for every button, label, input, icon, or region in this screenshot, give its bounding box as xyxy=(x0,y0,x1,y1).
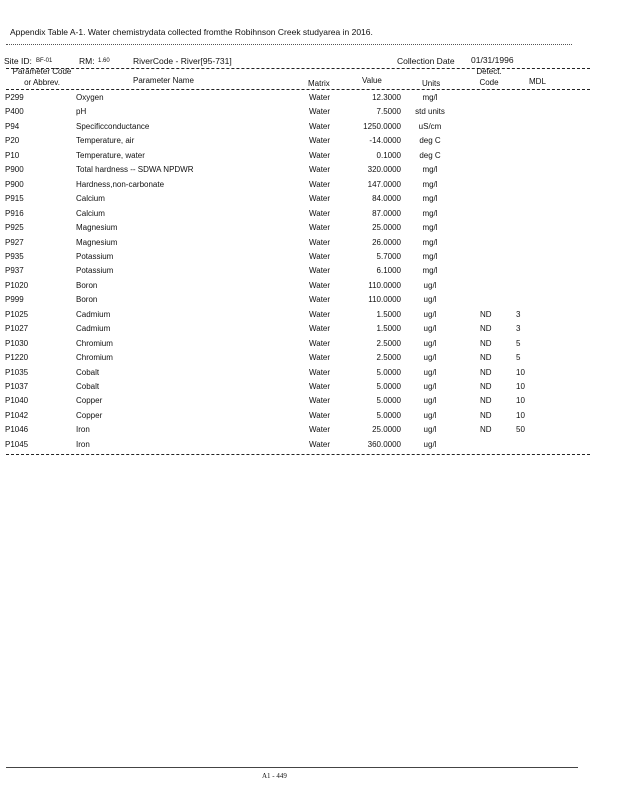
value-cell: 25.0000 xyxy=(372,223,401,233)
footer-rule xyxy=(6,767,578,768)
value-cell: 7.5000 xyxy=(376,107,401,117)
param-name-cell: Boron xyxy=(76,280,98,290)
table-row xyxy=(0,368,618,382)
units-cell: mg/l xyxy=(422,165,438,175)
units-cell: mg/l xyxy=(422,179,438,189)
param-code-cell: P1042 xyxy=(5,410,29,420)
value-cell: 84.0000 xyxy=(372,194,401,204)
header-bottom-rule xyxy=(6,89,590,90)
param-name-cell: Cobalt xyxy=(76,367,100,377)
table-row xyxy=(0,411,618,425)
table-row xyxy=(0,339,618,353)
param-code-cell: P20 xyxy=(5,136,20,146)
value-cell: 5.0000 xyxy=(376,367,401,377)
param-code-cell: P916 xyxy=(5,208,24,218)
units-cell: mg/l xyxy=(422,266,438,276)
detect-code-cell: ND xyxy=(480,382,492,391)
param-name-cell: Cadmium xyxy=(76,309,111,319)
value-cell: 1.5000 xyxy=(376,324,401,334)
matrix-cell: Water xyxy=(309,165,331,175)
value-cell: 0.1000 xyxy=(376,150,401,160)
param-code-cell: P1027 xyxy=(5,324,29,334)
param-code-cell: P1025 xyxy=(5,309,29,319)
value-cell: 5.0000 xyxy=(376,410,401,420)
param-code-cell: P1045 xyxy=(5,439,29,449)
param-name-cell: Chromium xyxy=(76,353,113,363)
units-cell: ug/l xyxy=(423,425,437,435)
units-cell: ug/l xyxy=(423,382,437,391)
units-cell: ug/l xyxy=(423,439,437,449)
detect-code-cell: ND xyxy=(480,324,492,334)
mdl-cell: 5 xyxy=(516,353,521,363)
param-code-cell: P1030 xyxy=(5,338,29,348)
param-code-cell: P999 xyxy=(5,295,24,305)
site-id-label: Site ID: xyxy=(4,56,32,66)
detect-code-cell: ND xyxy=(480,309,492,319)
matrix-cell: Water xyxy=(309,150,331,160)
param-name-cell: Total hardness -- SDWA NPDWR xyxy=(76,165,194,175)
param-name-cell: Copper xyxy=(76,396,103,406)
table-row xyxy=(0,425,618,439)
header-detect-code xyxy=(474,68,504,87)
header-mdl: MDL xyxy=(529,77,546,86)
matrix-cell: Water xyxy=(309,367,331,377)
header-matrix: Matrix xyxy=(308,79,330,88)
param-code-cell: P900 xyxy=(5,179,24,189)
param-code-cell: P10 xyxy=(5,150,20,160)
matrix-cell: Water xyxy=(309,93,331,102)
param-name-cell: Hardness,non-carbonate xyxy=(76,179,165,189)
param-name-cell: Temperature, water xyxy=(76,150,145,160)
matrix-cell: Water xyxy=(309,425,331,435)
collection-date-label: Collection Date xyxy=(397,56,455,66)
mdl-cell: 3 xyxy=(516,309,521,319)
mdl-cell: 50 xyxy=(516,425,525,435)
param-name-cell: Chromium xyxy=(76,338,113,348)
param-name-cell: Iron xyxy=(76,425,90,435)
table-row xyxy=(0,107,618,121)
detect-code-cell: ND xyxy=(480,410,492,420)
param-name-cell: Magnesium xyxy=(76,223,118,233)
value-cell: 26.0000 xyxy=(372,237,401,247)
table-row xyxy=(0,165,618,179)
matrix-cell: Water xyxy=(309,338,331,348)
matrix-cell: Water xyxy=(309,410,331,420)
table-row xyxy=(0,396,618,410)
matrix-cell: Water xyxy=(309,208,331,218)
table-row xyxy=(0,136,618,150)
header-param-code-line1: Parameter Code xyxy=(12,67,72,76)
header-value: Value xyxy=(362,76,382,85)
mdl-cell: 3 xyxy=(516,324,521,334)
matrix-cell: Water xyxy=(309,251,331,261)
matrix-cell: Water xyxy=(309,194,331,204)
matrix-cell: Water xyxy=(309,121,331,131)
param-name-cell: Oxygen xyxy=(76,93,104,102)
document-title: Appendix Table A-1. Water chemistrydata collected fromthe Robihnson Creek studyarea in 2016. xyxy=(10,27,373,37)
table-row xyxy=(0,440,618,454)
value-cell: 5.0000 xyxy=(376,382,401,391)
param-name-cell: Calcium xyxy=(76,194,105,204)
value-cell: 147.0000 xyxy=(367,179,401,189)
units-cell: ug/l xyxy=(423,367,437,377)
rm-value: 1.60 xyxy=(98,58,110,64)
param-name-cell: Potassium xyxy=(76,251,114,261)
header-detect-line1: Detect. xyxy=(476,67,502,76)
river-code: RiverCode - River[95-731] xyxy=(133,56,232,66)
table-row xyxy=(0,324,618,338)
value-cell: 5.0000 xyxy=(376,396,401,406)
table-row xyxy=(0,223,618,237)
header-param-code xyxy=(8,68,76,87)
param-code-cell: P94 xyxy=(5,121,20,131)
param-code-cell: P1037 xyxy=(5,382,29,391)
value-cell: 1.5000 xyxy=(376,309,401,319)
matrix-cell: Water xyxy=(309,136,331,146)
matrix-cell: Water xyxy=(309,107,331,117)
mdl-cell: 10 xyxy=(516,367,525,377)
value-cell: 87.0000 xyxy=(372,208,401,218)
units-cell: mg/l xyxy=(422,93,438,102)
value-cell: 320.0000 xyxy=(367,165,401,175)
header-param-code-line2: or Abbrev. xyxy=(24,78,60,87)
table-row xyxy=(0,209,618,223)
value-cell: 2.5000 xyxy=(376,338,401,348)
mdl-cell: 5 xyxy=(516,338,521,348)
table-row xyxy=(0,180,618,194)
collection-date-value: 01/31/1996 xyxy=(471,55,514,65)
header-units: Units xyxy=(422,79,441,88)
table-row xyxy=(0,382,618,396)
param-code-cell: P1040 xyxy=(5,396,29,406)
header-param-name: Parameter Name xyxy=(133,76,194,85)
table-row xyxy=(0,266,618,280)
units-cell: mg/l xyxy=(422,194,438,204)
detect-code-cell: ND xyxy=(480,425,492,435)
units-cell: mg/l xyxy=(422,208,438,218)
units-cell: uS/cm xyxy=(418,121,442,131)
value-cell: 110.0000 xyxy=(368,295,401,305)
units-cell: ug/l xyxy=(423,324,437,334)
units-cell: deg C xyxy=(419,150,441,160)
param-code-cell: P1020 xyxy=(5,280,29,290)
value-cell: 2.5000 xyxy=(376,353,401,363)
param-code-cell: P1220 xyxy=(5,353,29,363)
value-cell: 360.0000 xyxy=(367,439,401,449)
units-cell: ug/l xyxy=(423,353,437,363)
table-row xyxy=(0,310,618,324)
units-cell: mg/l xyxy=(422,223,438,233)
value-cell: -14.0000 xyxy=(369,136,401,146)
param-name-cell: Magnesium xyxy=(76,237,118,247)
detect-code-cell: ND xyxy=(480,338,492,348)
matrix-cell: Water xyxy=(309,295,331,305)
param-name-cell: Cobalt xyxy=(76,382,100,391)
param-name-cell: pH xyxy=(76,107,87,117)
page-number: A1 - 449 xyxy=(262,772,287,780)
units-cell: deg C xyxy=(419,136,441,146)
value-cell: 25.0000 xyxy=(372,425,401,435)
mdl-cell: 10 xyxy=(516,410,525,420)
detect-code-cell: ND xyxy=(480,396,492,406)
param-code-cell: P299 xyxy=(5,93,24,102)
units-cell: ug/l xyxy=(423,309,437,319)
param-name-cell: Copper xyxy=(76,410,103,420)
table-row xyxy=(0,295,618,309)
mdl-cell: 10 xyxy=(516,396,525,406)
table-row xyxy=(0,281,618,295)
param-name-cell: Temperature, air xyxy=(76,136,135,146)
rm-label: RM: xyxy=(79,56,95,66)
table-row xyxy=(0,151,618,165)
matrix-cell: Water xyxy=(309,223,331,233)
title-separator xyxy=(6,44,572,45)
matrix-cell: Water xyxy=(309,324,331,334)
table-row xyxy=(0,252,618,266)
matrix-cell: Water xyxy=(309,439,331,449)
matrix-cell: Water xyxy=(309,179,331,189)
param-code-cell: P915 xyxy=(5,194,24,204)
param-name-cell: Calcium xyxy=(76,208,105,218)
value-cell: 12.3000 xyxy=(372,93,401,102)
param-code-cell: P1046 xyxy=(5,425,29,435)
param-code-cell: P937 xyxy=(5,266,24,276)
matrix-cell: Water xyxy=(309,396,331,406)
units-cell: ug/l xyxy=(423,280,437,290)
table-bottom-rule xyxy=(6,454,590,455)
value-cell: 5.7000 xyxy=(376,251,401,261)
table-row xyxy=(0,353,618,367)
table-row xyxy=(0,93,618,107)
matrix-cell: Water xyxy=(309,266,331,276)
param-name-cell: Specificconductance xyxy=(76,121,150,131)
mdl-cell: 10 xyxy=(516,382,525,391)
detect-code-cell: ND xyxy=(480,353,492,363)
table-row xyxy=(0,238,618,252)
site-id-value: BF-01 xyxy=(36,58,53,64)
param-name-cell: Boron xyxy=(76,295,98,305)
units-cell: std units xyxy=(415,107,445,117)
table-row xyxy=(0,122,618,136)
param-name-cell: Iron xyxy=(76,439,90,449)
units-cell: ug/l xyxy=(423,410,437,420)
matrix-cell: Water xyxy=(309,280,331,290)
units-cell: ug/l xyxy=(423,396,437,406)
param-code-cell: P900 xyxy=(5,165,24,175)
units-cell: ug/l xyxy=(423,338,437,348)
param-code-cell: P400 xyxy=(5,107,24,117)
table-row xyxy=(0,194,618,208)
matrix-cell: Water xyxy=(309,237,331,247)
detect-code-cell: ND xyxy=(480,367,492,377)
matrix-cell: Water xyxy=(309,353,331,363)
matrix-cell: Water xyxy=(309,382,331,391)
param-name-cell: Potassium xyxy=(76,266,114,276)
units-cell: mg/l xyxy=(422,237,438,247)
value-cell: 1250.0000 xyxy=(363,121,401,131)
matrix-cell: Water xyxy=(309,309,331,319)
units-cell: ug/l xyxy=(423,295,437,305)
param-code-cell: P1035 xyxy=(5,367,29,377)
param-code-cell: P935 xyxy=(5,251,24,261)
param-name-cell: Cadmium xyxy=(76,324,111,334)
value-cell: 110.0000 xyxy=(368,280,401,290)
value-cell: 6.1000 xyxy=(376,266,401,276)
header-detect-line2: Code xyxy=(479,78,499,87)
units-cell: mg/l xyxy=(422,251,438,261)
param-code-cell: P925 xyxy=(5,223,24,233)
param-code-cell: P927 xyxy=(5,237,24,247)
